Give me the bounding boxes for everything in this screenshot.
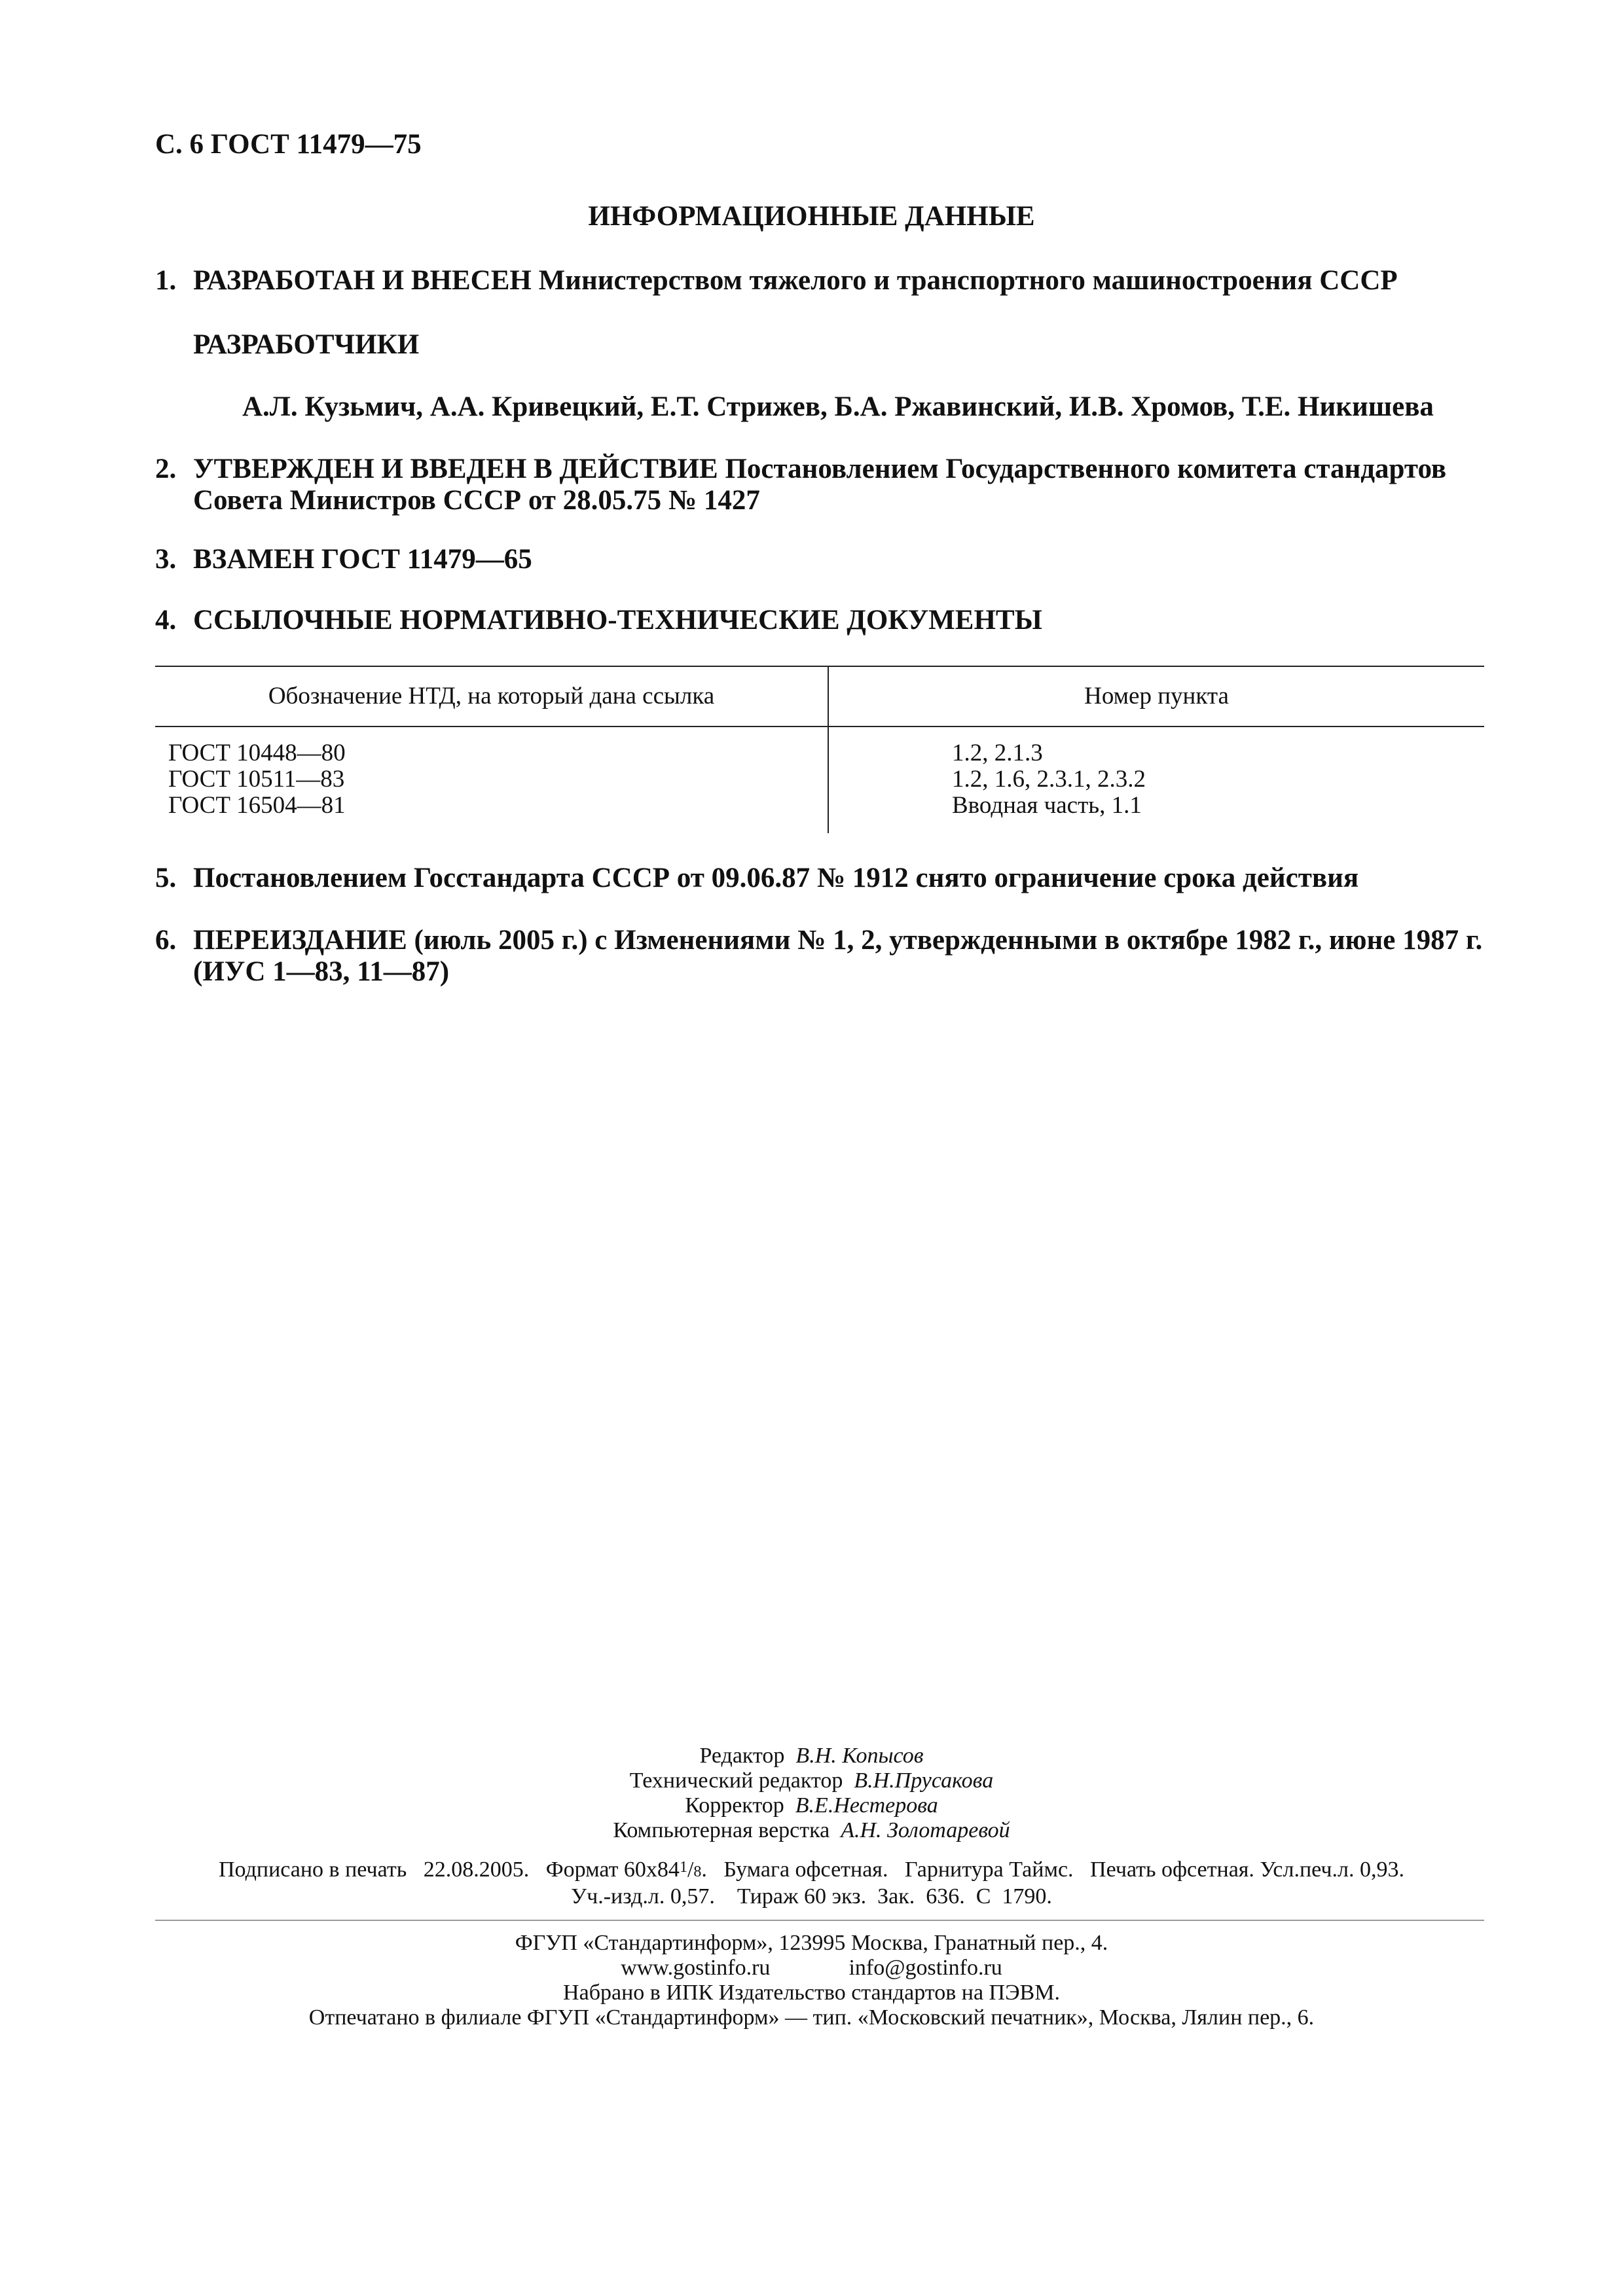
item-number: 2. <box>155 454 177 484</box>
reference-table <box>155 666 1484 833</box>
info-item-3 <box>155 544 1484 575</box>
info-item-2 <box>155 454 1484 516</box>
item-bold-text: ПЕРЕИЗДАНИЕ (июль 2005 г.) с Изменениями № 1, 2, утвержденными в октябре 1982 г., июне 1987 г. (ИУС 1—83, 11—87) <box>193 925 1483 987</box>
table-cell: 1.2, 2.1.3 <box>952 740 1043 766</box>
credits-block <box>0 1744 1623 1843</box>
item-number: 4. <box>155 605 177 636</box>
printed-note: Отпечатано в филиале ФГУП «Стандартинформ» — тип. «Московский печатник», Москва, Лялин пер., 6. <box>308 2005 1315 2030</box>
item-number: 1. <box>155 265 177 296</box>
info-item-6 <box>155 925 1484 988</box>
table-cell: Вводная часть, 1.1 <box>952 792 1142 819</box>
item-number: 5. <box>155 863 177 893</box>
publisher-address: ФГУП «Стандартинформ», 123995 Москва, Гранатный пер., 4. <box>515 1931 1108 1955</box>
info-item-1 <box>155 265 1484 296</box>
publisher-site: www.gostinfo.ru <box>621 1956 771 1980</box>
table-cell: 1.2, 1.6, 2.3.1, 2.3.2 <box>952 766 1146 793</box>
table-cell: ГОСТ 16504—81 <box>168 792 346 819</box>
publisher-block <box>0 1931 1623 2030</box>
item-bold-text: Постановлением Госстандарта СССР от 09.06.87 № 1912 снято ограничение срока действия <box>193 863 1359 893</box>
footer-divider <box>155 1920 1484 1921</box>
table-cell: ГОСТ 10448—80 <box>168 740 346 766</box>
credit-layout: Компьютерная верстка А.Н. Золотаревой <box>613 1818 1010 1842</box>
section-title: ИНФОРМАЦИОННЫЕ ДАННЫЕ <box>588 201 1035 232</box>
item-number: 6. <box>155 925 177 956</box>
item-bold-text: ВЗАМЕН ГОСТ 11479—65 <box>193 544 532 575</box>
table-header-row <box>155 666 1484 726</box>
credit-editor: Редактор В.Н. Копысов <box>699 1744 924 1768</box>
item-bold-text: ССЫЛОЧНЫЕ НОРМАТИВНО-ТЕХНИЧЕСКИЕ ДОКУМЕНТЫ <box>193 605 1042 636</box>
page-header: С. 6 ГОСТ 11479—75 <box>155 129 422 160</box>
print-info-line-1: Подписано в печать 22.08.2005. Формат $60х84^1/8$. Бумага офсетная. Гарнитура Таймс. Печать офсетная. Усл.печ.л. 0,93. <box>219 1857 1404 1882</box>
developers-label: РАЗРАБОТЧИКИ <box>193 329 420 360</box>
item-number: 3. <box>155 544 177 575</box>
publisher-email: info@gostinfo.ru <box>848 1956 1002 1980</box>
column-header: Номер пункта <box>828 666 1484 726</box>
developers-list: А.Л. Кузьмич, А.А. Кривецкий, Е.Т. Стрижев, Б.А. Ржавинский, И.В. Хромов, Т.Е. Никишева <box>242 391 1434 422</box>
item-text: Министерством тяжелого и транспортного машиностроения СССР <box>531 265 1398 296</box>
credit-proofreader: Корректор В.Е.Нестерова <box>685 1793 938 1818</box>
item-bold-text: РАЗРАБОТАН И ВНЕСЕН <box>193 265 532 296</box>
print-info-line-2: Уч.-изд.л. 0,57. Тираж 60 экз. Зак. 636. С 1790. <box>571 1884 1052 1909</box>
print-info <box>0 1857 1623 1909</box>
item-text: Постановлением Государственного комитета стандартов Совета Министров СССР от 28.05.75 № 1427 <box>193 454 1447 516</box>
item-bold-text: УТВЕРЖДЕН И ВВЕДЕН В ДЕЙСТВИЕ <box>193 454 718 484</box>
credit-tech-editor: Технический редактор В.Н.Прусакова <box>629 1768 994 1793</box>
column-header: Обозначение НТД, на который дана ссылка <box>155 666 828 726</box>
table-cell: ГОСТ 10511—83 <box>168 766 345 793</box>
publisher-contacts <box>0 1956 1623 1981</box>
info-item-5 <box>155 863 1484 894</box>
typeset-note: Набрано в ИПК Издательство стандартов на ПЭВМ. <box>563 1981 1060 2005</box>
info-item-4 <box>155 605 1484 636</box>
table-row <box>155 726 1484 833</box>
